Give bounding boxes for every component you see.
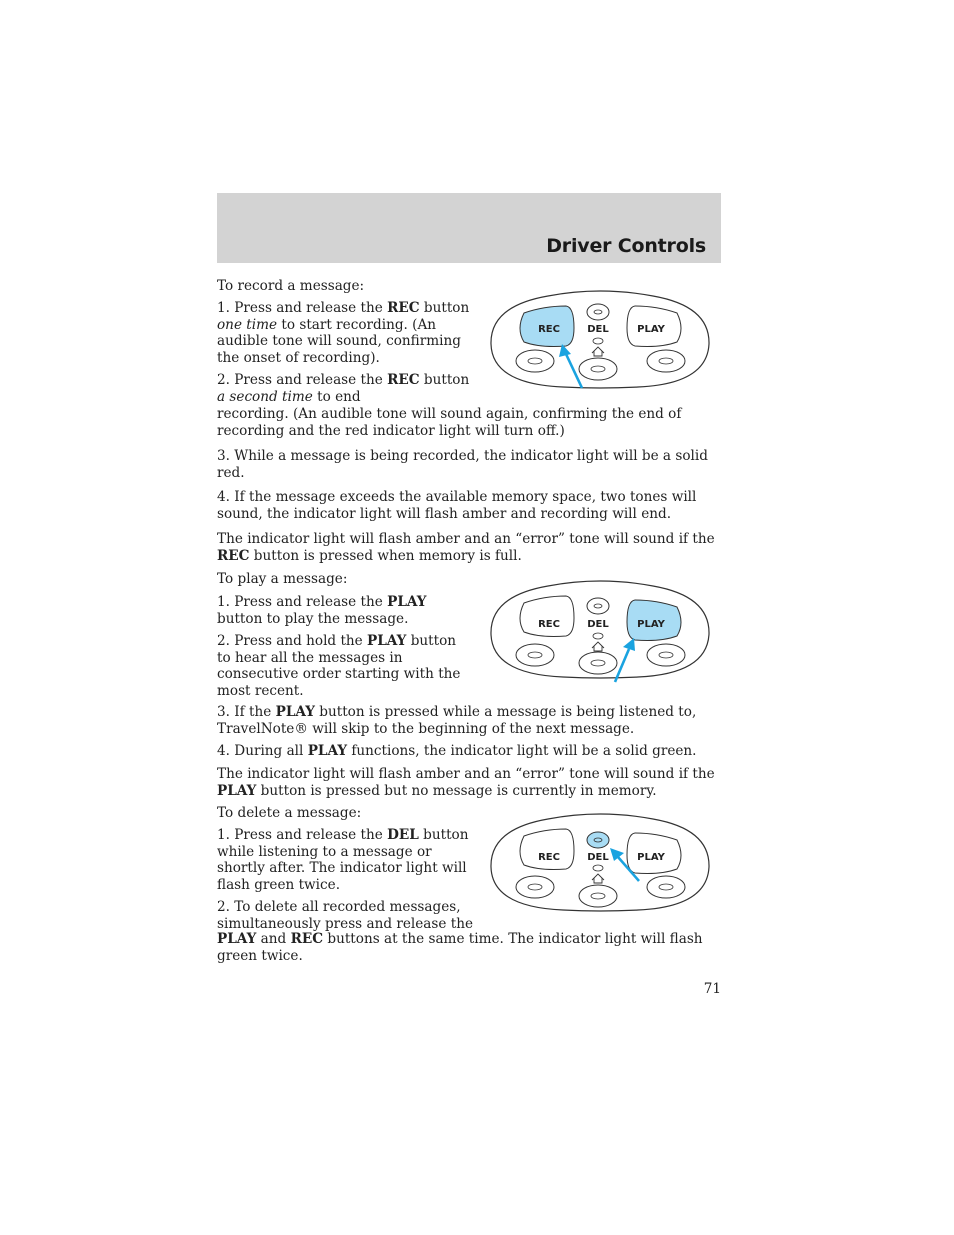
record-step-3: 3. While a message is being recorded, the indicator light will be a solid red. — [217, 448, 708, 481]
rec-button — [520, 829, 574, 870]
record-intro: To record a message: — [217, 278, 365, 294]
record-note: The indicator light will flash amber and an “error” tone will sound if the REC button is pressed when memory is full. — [217, 531, 715, 564]
preset-button-center — [579, 885, 617, 907]
delete-intro: To delete a message: — [217, 805, 362, 821]
del-button — [587, 304, 609, 320]
play-label: PLAY — [637, 324, 665, 335]
del-button — [587, 598, 609, 614]
section-title: Driver Controls — [546, 235, 706, 257]
preset-button-right — [647, 876, 685, 898]
rec-label: REC — [538, 619, 560, 630]
play-label: PLAY — [637, 852, 665, 863]
rec-button — [520, 596, 574, 637]
play-button-diagram — [488, 574, 713, 684]
preset-button-right — [647, 644, 685, 666]
play-label: PLAY — [637, 619, 665, 630]
record-step-2: 2. Press and release the REC button a second time to end — [217, 372, 470, 405]
play-step-1: 1. Press and release the PLAY button to play the message. — [217, 594, 427, 627]
play-note: The indicator light will flash amber and an “error” tone will sound if the PLAY button is pressed but no message is currently in memory. — [217, 766, 715, 799]
play-step-4: 4. During all PLAY functions, the indicator light will be a solid green. — [217, 743, 697, 759]
record-step-2-continued: recording. (An audible tone will sound again, confirming the end of recording and the red indicator light will turn off.) — [217, 406, 682, 439]
play-step-3: 3. If the PLAY button is pressed while a message is being listened to, TravelNote® will skip to the beginning of the next message. — [217, 704, 697, 737]
play-intro: To play a message: — [217, 571, 348, 587]
play-step-2: 2. Press and hold the PLAY button to hear all the messages in consecutive order starting with the most recent. — [217, 633, 461, 699]
delete-step-2: 2. To delete all recorded messages, simultaneously press and release the — [217, 899, 473, 932]
preset-button-center — [579, 652, 617, 674]
home-icon — [592, 874, 604, 883]
delete-step-2-continued: PLAY and REC buttons at the same time. The indicator light will flash green twice. — [217, 931, 703, 964]
preset-button-left — [516, 350, 554, 372]
preset-button-left — [516, 644, 554, 666]
record-step-4: 4. If the message exceeds the available memory space, two tones will sound, the indicator light will flash amber and recording will end. — [217, 489, 697, 522]
home-icon — [592, 642, 604, 651]
preset-button-right — [647, 350, 685, 372]
rec-button-diagram — [488, 284, 713, 394]
rec-label: REC — [538, 852, 560, 863]
section-header — [217, 193, 721, 263]
indicator-light — [593, 865, 603, 871]
del-label: DEL — [587, 619, 609, 630]
preset-button-center — [579, 358, 617, 380]
indicator-light — [593, 338, 603, 344]
del-button — [587, 832, 609, 848]
del-label: DEL — [587, 324, 609, 335]
record-step-1: 1. Press and release the REC button one time to start recording. (An audible tone will sound, confirming the onset of recording). — [217, 300, 470, 366]
indicator-light — [593, 633, 603, 639]
delete-step-1: 1. Press and release the DEL button while listening to a message or shortly after. The indicator light will flash green twice. — [217, 827, 469, 893]
del-button-diagram — [488, 807, 713, 917]
rec-label: REC — [538, 324, 560, 335]
preset-button-left — [516, 876, 554, 898]
del-label: DEL — [587, 852, 609, 863]
page-number: 71 — [703, 981, 721, 997]
home-icon — [592, 347, 604, 356]
